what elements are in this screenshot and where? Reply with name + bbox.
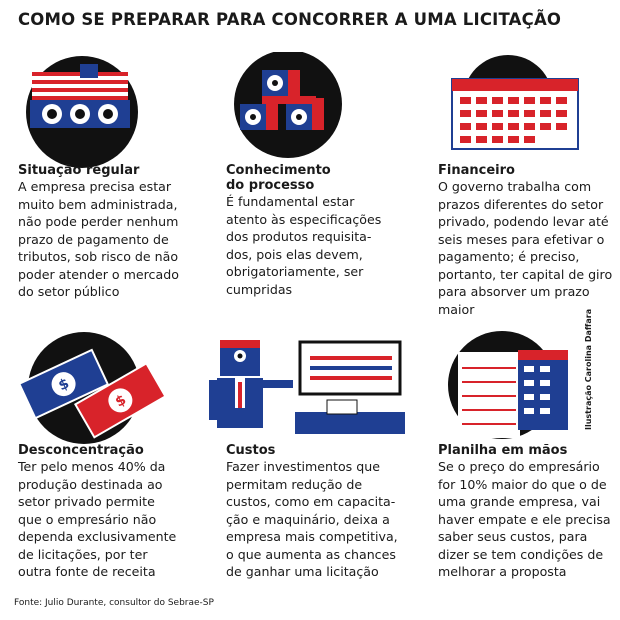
svg-text:$: $ — [56, 375, 72, 395]
svg-text:$: $ — [112, 391, 130, 411]
item-heading: Financeiro — [438, 163, 515, 178]
item-heading: Situação regular — [18, 163, 140, 178]
item-heading: Planilha em mãos — [438, 443, 568, 458]
item-body: É fundamental estar atento às especificações dos produtos requisita- dos, pois elas devem, obrigatoriamente, ser cumpridas — [226, 194, 382, 297]
item-body: O governo trabalha com prazos diferentes do setor privado, podendo levar até seis meses para efetivar o pagamento; é preciso, portanto, ter capital de giro para absorver um prazo maior — [438, 179, 613, 317]
spreadsheet-icon — [440, 330, 580, 440]
item-body: Fazer investimentos que permitam redução de custos, como em capacita- ção e maquinário, deixa a empresa mais competitiva, o que aumenta as chances de ganhar uma licitação — [226, 459, 398, 579]
calendar-icon — [448, 55, 588, 155]
item-heading: Conhecimento do processo — [226, 163, 331, 193]
item-body: Ter pelo menos 40% da produção destinada ao setor privado permite que o empresário não dependa exclusivamente de licitações, por ter outra fonte de receita — [18, 459, 177, 579]
item-heading: Desconcentração — [18, 443, 144, 458]
banknotes-icon — [14, 330, 164, 445]
factory-icon — [22, 52, 142, 172]
presenter-icon — [205, 330, 410, 440]
item-body: Se o preço do empresário for 10% maior do que o de uma grande empresa, vai haver empate e ele precisa saber seus custos, para dizer se tem condições de melhorar a proposta — [438, 459, 611, 579]
item-heading: Custos — [226, 443, 276, 458]
page-title: COMO SE PREPARAR PARA CONCORRER A UMA LICITAÇÃO — [18, 10, 562, 29]
source-note: Fonte: Julio Durante, consultor do Sebrae-SP — [14, 598, 214, 608]
item-body: A empresa precisa estar muito bem administrada, não pode perder nenhum prazo de pagamento de tributos, sob risco de não poder atender o mercado do setor público — [18, 179, 179, 299]
boxes-icon — [230, 52, 350, 162]
illustration-credit: Ilustração Carolina Daffara — [584, 308, 593, 430]
